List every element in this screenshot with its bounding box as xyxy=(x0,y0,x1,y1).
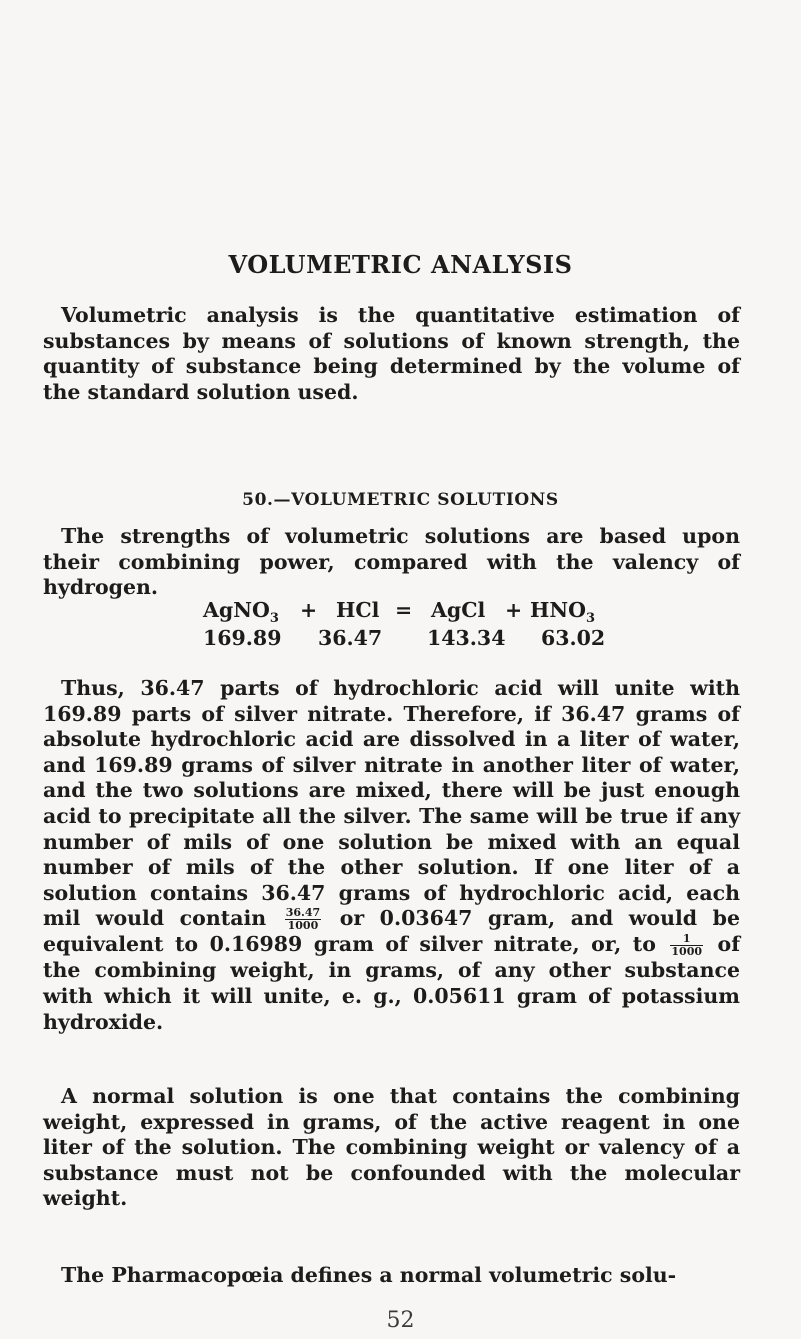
intro-paragraph: Volumetric analysis is the quantitative estimation of substances by means of solutions of known strength, the quantity of substance being determined by the volume of the standard solution used. xyxy=(43,303,740,404)
fraction-36-47-over-1000: $\frac{36.47}{1000}$ xyxy=(285,906,321,933)
pharmacopoeia-paragraph: The Pharmacopœia defines a normal volumetric solu- xyxy=(61,1263,677,1287)
eq-plus: + xyxy=(300,598,318,622)
fraction-1-over-1000: $\frac{1}{1000}$ xyxy=(671,932,703,959)
eq-weight-agcl: 143.34 xyxy=(427,626,506,650)
eq-hcl: HCl xyxy=(336,598,380,622)
page-number: 52 xyxy=(386,1308,415,1333)
page-title: VOLUMETRIC ANALYSIS xyxy=(228,250,573,279)
eq-agno3: AgNO$_3$ xyxy=(203,598,279,627)
eq-weight-hcl: 36.47 xyxy=(318,626,383,650)
eq-agcl: AgCl xyxy=(431,598,486,622)
thus-paragraph: Thus, 36.47 parts of hydrochloric acid will unite with 169.89 parts of silver nitrate. Therefore, if 36.47 grams of absolute hydrochloric acid are dissolved in a liter of water, and 169.89 grams of silver nitrate in another liter of water, and the two solutions are mixed, there will be just enough acid to precipitate all the silver. The same will be true if any number of mils of one solution be mixed with an equal number of mils of the other solution. If one liter of a solution contains 36.47 grams of hydrochloric acid, each mil would contain $\frac{36.47}{1000}$ or 0.03647 gram, and would be equivalent to 0.16989 gram of silver nitrate, or, to $\frac{1}{1000}$ of the combining weight, in grams, of any other substance with which it will unite, e. g., 0.05611 gram of potassium hydroxide. xyxy=(43,676,741,1034)
eq-hno3: $HNO_3$ xyxy=(530,598,596,627)
eq-weight-hno3: 63.02 xyxy=(541,626,606,650)
eq-weight-agno3: 169.89 xyxy=(203,626,282,650)
eq-equals: = xyxy=(395,598,413,622)
normal-solution-paragraph: A normal solution is one that contains the combining weight, expressed in grams, of the active reagent in one liter of the solution. The combining weight or valency of a substance must not be confounded with the molecular weight. xyxy=(43,1084,740,1211)
strengths-paragraph: The strengths of volumetric solutions are based upon their combining power, compared with the valency of hydrogen. xyxy=(43,524,740,600)
eq-plus-2: + xyxy=(505,598,523,622)
section-heading: 50.—VOLUMETRIC SOLUTIONS xyxy=(242,490,559,510)
